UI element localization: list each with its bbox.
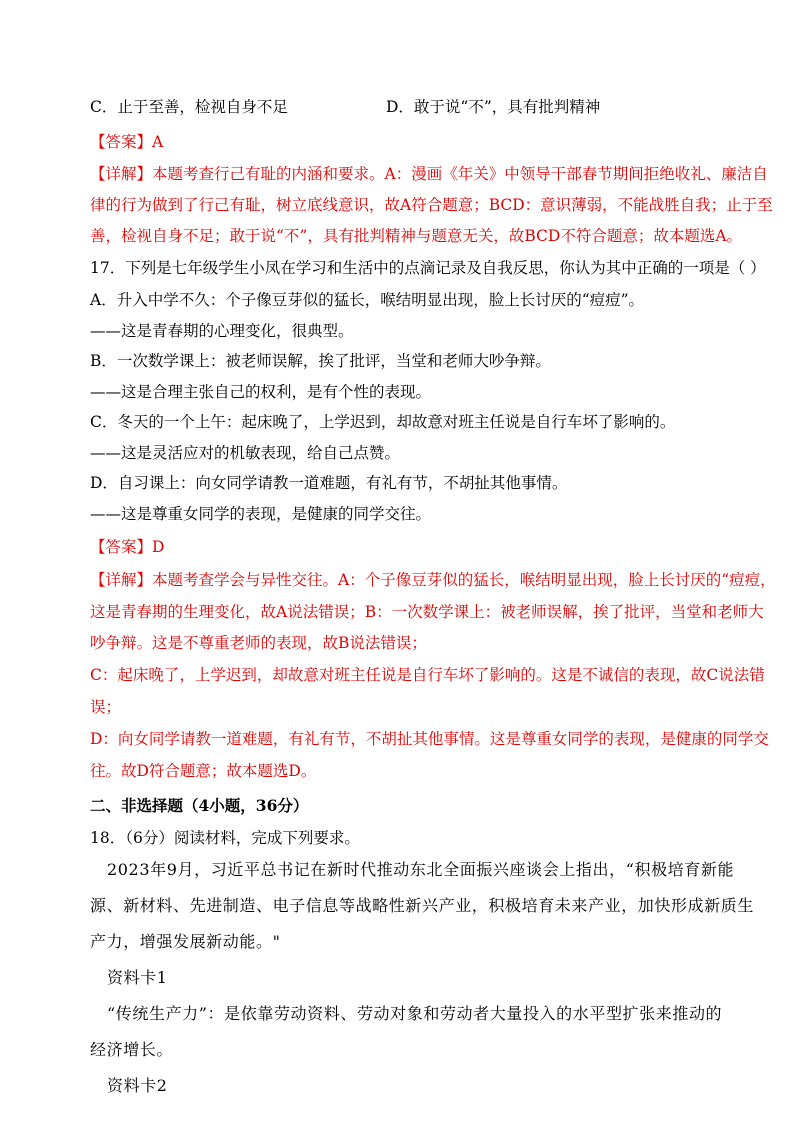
q17-option-c: C．冬天的一个上午：起床晚了，上学迟到，却故意对班主任说是自行车坏了影响的。: [90, 413, 676, 431]
q16-option-d: D．敢于说“不”，具有批判精神: [386, 98, 601, 116]
q17-option-b: B．一次数学课上：被老师误解，挨了批评，当堂和老师大吵争辩。: [90, 352, 551, 370]
q18-card1-title: 资料卡1: [107, 968, 168, 987]
q18-card2-title: 资料卡2: [107, 1076, 168, 1095]
q17-option-d: D．自习课上：向女同学请教一道难题，有礼有节，不胡扯其他事情。: [90, 474, 568, 492]
q17-detail-line: C：起床晚了，上学迟到，却故意对班主任说是自行车坏了影响的。这是不诚信的表现，故C说法错: [90, 666, 765, 684]
q17-detail-line: 往。故D符合题意；故本题选D。: [90, 762, 317, 780]
q16-detail-line: 【详解】本题考查行己有耻的内涵和要求。A：漫画《年关》中领导干部春节期间拒绝收礼、廉洁自: [90, 165, 768, 183]
q17-option-d-comment: ——这是尊重女同学的表现，是健康的同学交往。: [90, 505, 432, 523]
q17-option-c-comment: ——这是灵活应对的机敏表现，给自己点赞。: [90, 444, 401, 462]
q17-detail-line: 吵争辩。这是不尊重老师的表现，故B说法错误；: [90, 634, 427, 652]
q16-answer: 【答案】A: [90, 133, 164, 151]
q17-detail-line: D：向女同学请教一道难题，有礼有节，不胡扯其他事情。这是尊重女同学的表现，是健康的同学交: [90, 730, 769, 748]
q17-stem: 17．下列是七年级学生小凤在学习和生活中的点滴记录及自我反思，你认为其中正确的一项是（ ）: [90, 259, 766, 277]
q17-option-a: A．升入中学不久：个子像豆芽似的猛长，喉结明显出现，脸上长讨厌的“痘痘”。: [90, 291, 645, 309]
q17-detail-line: 【详解】本题考查学会与异性交往。A：个子像豆芽似的猛长，喉结明显出现，脸上长讨厌的“痘痘，: [90, 571, 776, 589]
q18-material-line: 源、新材料、先进制造、电子信息等战略性新兴产业，积极培育未来产业，加快形成新质生: [90, 896, 755, 915]
q17-detail-line: 这是青春期的生理变化，故A说法错误；B：一次数学课上：被老师误解，挨了批评，当堂和老师大: [90, 603, 764, 621]
q16-option-c: C．止于至善，检视自身不足: [90, 98, 288, 116]
q17-detail-line: 误；: [90, 698, 122, 716]
q18-material-line: 产力，增强发展新动能。": [90, 932, 281, 951]
q18-stem: 18．（6分）阅读材料，完成下列要求。: [90, 829, 360, 847]
q18-card1-text: “传统生产力”：是依靠劳动资料、劳动对象和劳动者大量投入的水平型扩张来推动的: [107, 1004, 723, 1023]
q16-detail-line: 律的行为做到了行己有耻，树立底线意识，故A符合题意；BCD：意识薄弱，不能战胜自我；止于至: [90, 196, 773, 214]
q17-answer: 【答案】D: [90, 538, 165, 556]
q18-card1-text: 经济增长。: [90, 1040, 174, 1059]
q17-option-b-comment: ——这是合理主张自己的权利，是有个性的表现。: [90, 383, 432, 401]
section-title: 二、非选择题（4小题，36分）: [90, 796, 309, 815]
q18-material-line: 2023年9月，习近平总书记在新时代推动东北全面振兴座谈会上指出，“积极培育新能: [107, 860, 735, 879]
q16-detail-line: 善，检视自身不足；敢于说“不”，具有批判精神与题意无关，故BCD不符合题意；故本题选A。: [90, 227, 743, 245]
q17-option-a-comment: ——这是青春期的心理变化，很典型。: [90, 322, 354, 340]
